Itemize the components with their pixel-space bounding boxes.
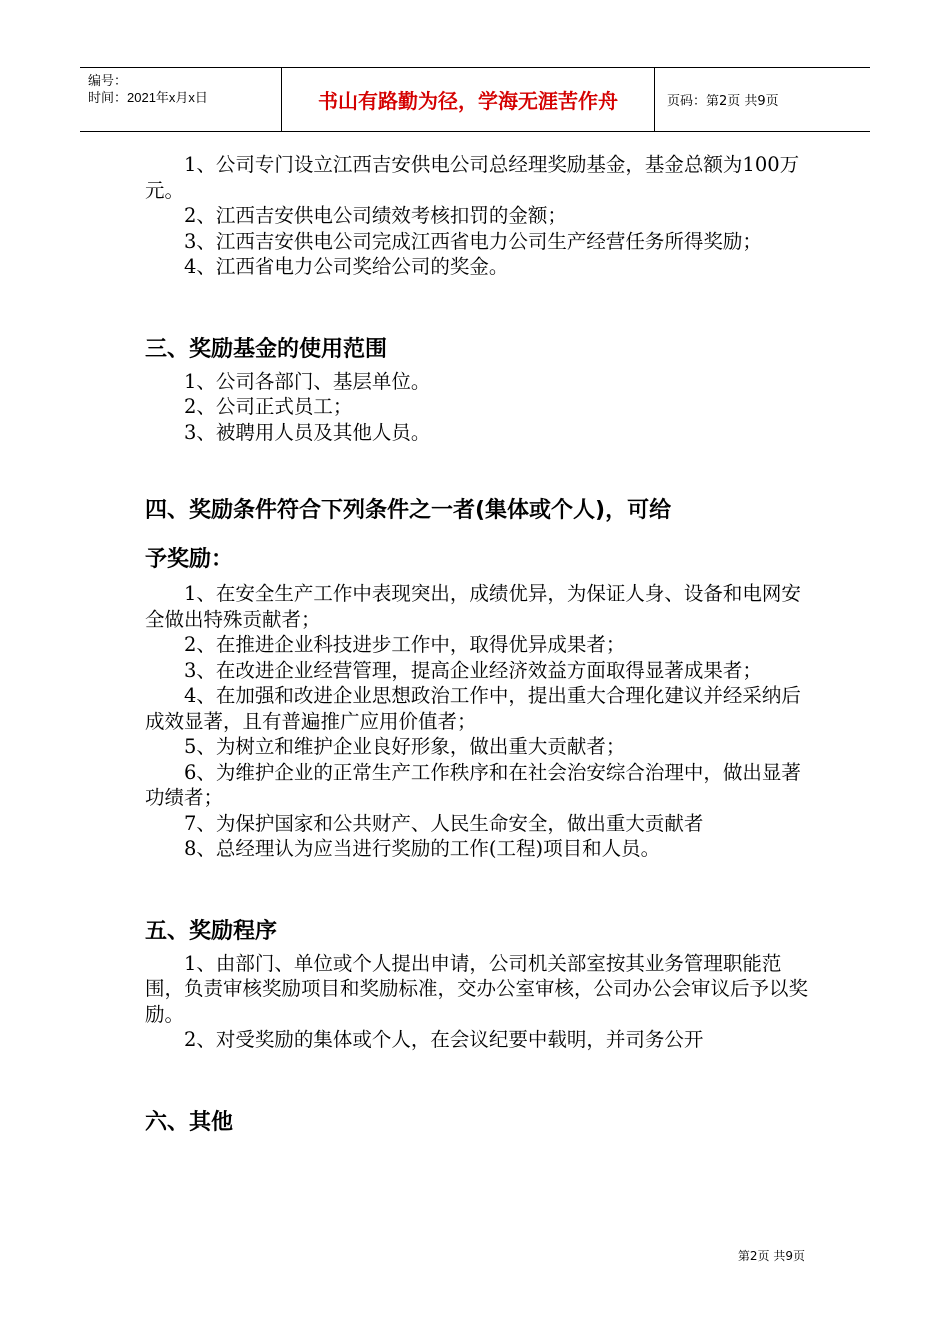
- section4-item: 4、在加强和改进企业思想政治工作中，提出重大合理化建议并经采纳后成效显著，且有普遍推广应用价值者；: [145, 684, 801, 733]
- section5-item: 2、对受奖励的集体或个人，在会议纪要中载明，并司务公开: [184, 1028, 704, 1051]
- header-motto: 书山有路勤为径，学海无涯苦作舟: [282, 68, 655, 131]
- section4-heading-line1: 四、奖励条件符合下列条件之一者(集体或个人)，可给: [145, 498, 672, 523]
- section4-item: 5、为树立和维护企业良好形象，做出重大贡献者；: [184, 735, 626, 758]
- funds-item: 2、江西吉安供电公司绩效考核扣罚的金额；: [184, 204, 567, 227]
- code-label: 编号：: [88, 73, 128, 88]
- section3-item: 3、被聘用人员及其他人员。: [184, 420, 431, 444]
- section5-item: 1、由部门、单位或个人提出申请，公司机关部室按其业务管理职能范围，负责审核奖励项目和奖励标准，交办公室审核，公司办公会审议后予以奖励。: [145, 951, 809, 1026]
- section4-item: 6、为维护企业的正常生产工作秩序和在社会治安综合治理中，做出显著功绩者；: [145, 760, 801, 809]
- funds-item: 4、江西省电力公司奖给公司的奖金。: [184, 255, 509, 278]
- header-meta: [80, 68, 282, 131]
- funds-item: 1、公司专门设立江西吉安供电公司总经理奖励基金，基金总额为100万元。: [145, 153, 800, 202]
- section4-item: 1、在安全生产工作中表现突出，成绩优异，为保证人身、设备和电网安全做出特殊贡献者；: [145, 582, 801, 631]
- section4-item: 8、总经理认为应当进行奖励的工作(工程)项目和人员。: [184, 837, 661, 860]
- section4-item: 3、在改进企业经营管理，提高企业经济效益方面取得显著成果者；: [184, 658, 762, 682]
- section6-heading: 六、其他: [145, 1109, 234, 1135]
- page-header: [80, 67, 870, 132]
- header-page-label: 页码：第2页 共9页: [667, 94, 779, 109]
- document-body: [145, 152, 810, 1136]
- funds-item: 3、江西吉安供电公司完成江西省电力公司生产经营任务所得奖励；: [184, 229, 762, 253]
- section4-heading-line2: 予奖励：: [145, 547, 234, 572]
- section5-heading: 五、奖励程序: [145, 918, 278, 944]
- section4-item: 2、在推进企业科技进步工作中，取得优异成果者；: [184, 633, 626, 656]
- page-number-footer: 第2页 共9页: [737, 1249, 805, 1263]
- section3-item: 2、公司正式员工；: [184, 395, 353, 418]
- section4-item: 7、为保护国家和公共财产、人民生命安全，做出重大贡献者: [184, 811, 704, 835]
- section3-item: 1、公司各部门、基层单位。: [184, 369, 431, 393]
- section3-heading: 三、奖励基金的使用范围: [145, 336, 388, 362]
- time-label: 时间：2021年x月x日: [88, 90, 208, 105]
